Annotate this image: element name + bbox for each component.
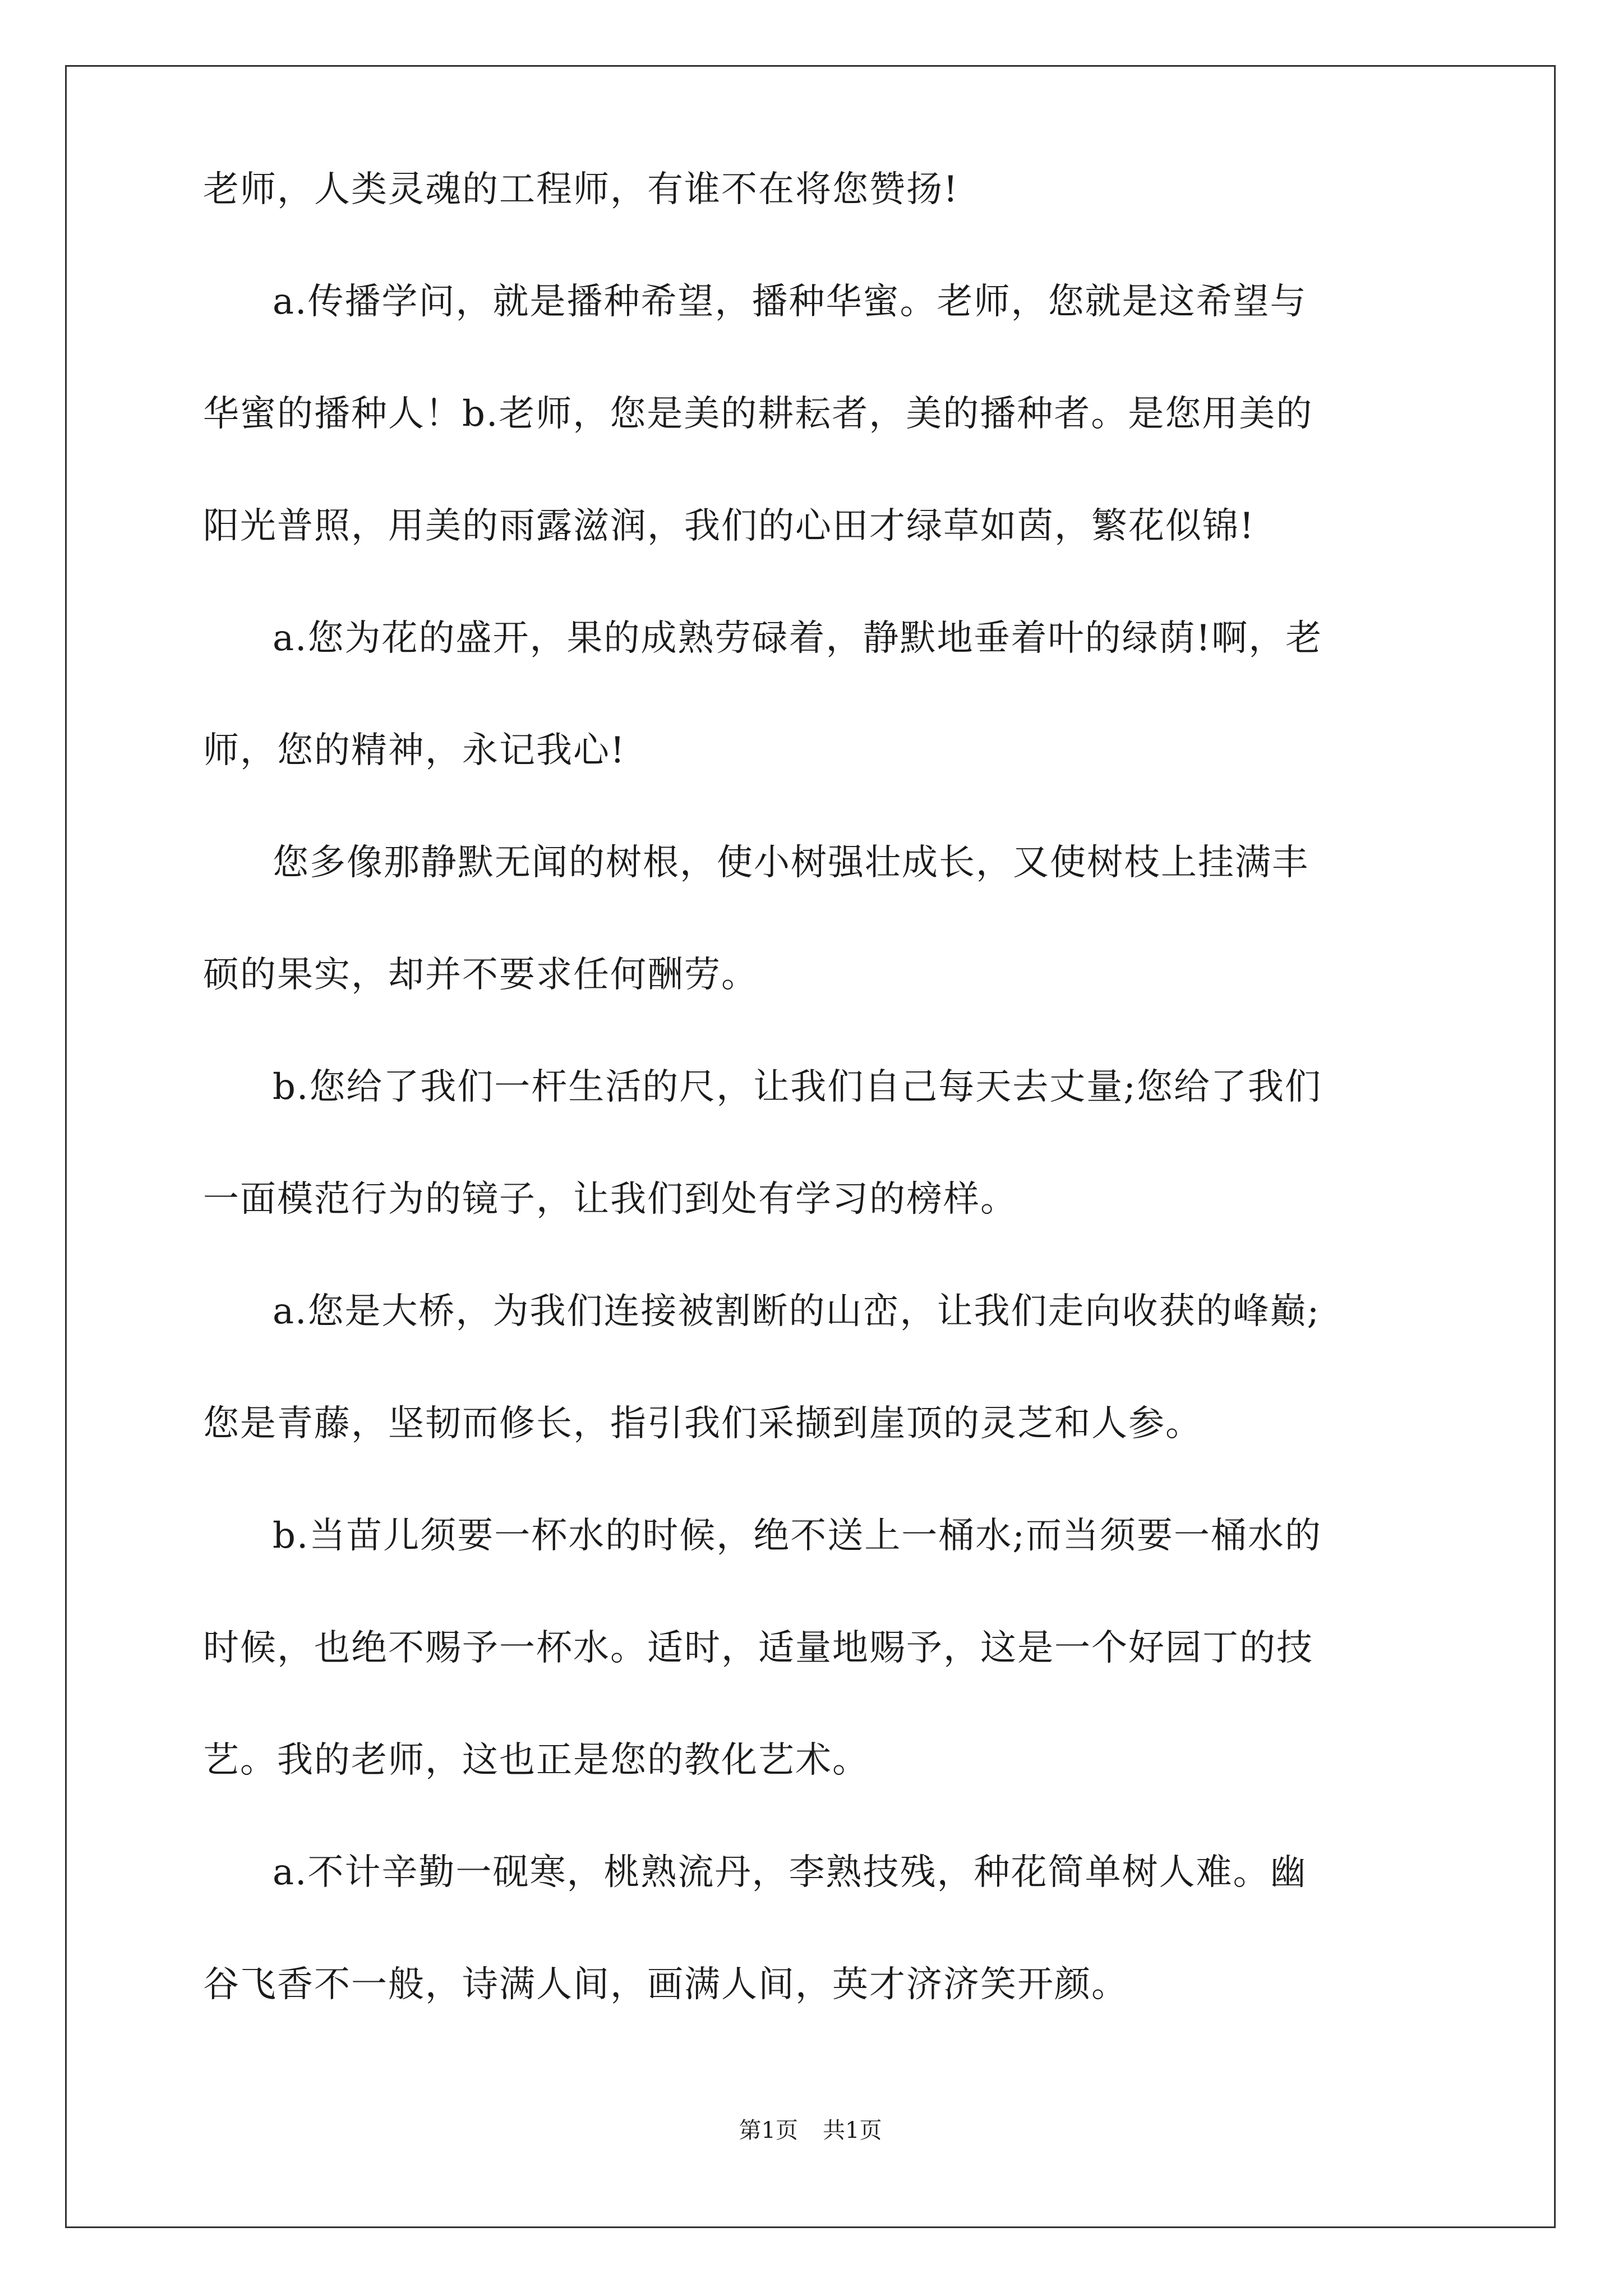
text-line: a.不计辛勤一砚寒，桃熟流丹，李熟技残，种花简单树人难。幽	[273, 1852, 1307, 1893]
page-frame	[65, 65, 1556, 2228]
text-line: b.您给了我们一杆生活的尺，让我们自己每天去丈量;您给了我们	[273, 1066, 1322, 1108]
text-line: 一面模范行为的镜子，让我们到处有学习的榜样。	[203, 1179, 1017, 1220]
text-line: a.您是大桥，为我们连接被割断的山峦，让我们走向收获的峰巅;	[273, 1291, 1321, 1332]
text-line: 您多像那静默无闻的树根，使小树强壮成长，又使树枝上挂满丰	[273, 842, 1309, 884]
page-footer	[67, 2114, 1554, 2147]
text-line: 老师，人类灵魂的工程师，有谁不在将您赞扬!	[203, 169, 959, 210]
text-line: 师，您的精神，永记我心!	[203, 730, 626, 771]
text-line: 硕的果实，却并不要求任何酬劳。	[203, 954, 758, 996]
page-total: 共1页	[823, 2118, 882, 2143]
text-line: a.传播学问，就是播种希望，播种华蜜。老师，您就是这希望与	[273, 281, 1307, 323]
page-number: 第1页	[739, 2118, 798, 2143]
text-line: b.当苗儿须要一杯水的时候，绝不送上一桶水;而当须要一桶水的	[273, 1515, 1322, 1557]
text-line: a.您为花的盛开，果的成熟劳碌着，静默地垂着叶的绿荫!啊，老	[273, 618, 1323, 659]
text-line: 您是青藤，坚韧而修长，指引我们采撷到崖顶的灵芝和人参。	[203, 1403, 1202, 1444]
text-line: 艺。我的老师，这也正是您的教化艺术。	[203, 1740, 869, 1781]
text-line: 谷飞香不一般，诗满人间，画满人间，英才济济笑开颜。	[203, 1964, 1128, 2005]
text-line: 阳光普照，用美的雨露滋润，我们的心田才绿草如茵，繁花似锦!	[203, 505, 1255, 547]
text-line: 时候，也绝不赐予一杯水。适时，适量地赐予，这是一个好园丁的技	[203, 1627, 1313, 1669]
text-line: 华蜜的播种人！b.老师，您是美的耕耘者，美的播种者。是您用美的	[203, 393, 1313, 435]
document-body	[67, 67, 1554, 2226]
